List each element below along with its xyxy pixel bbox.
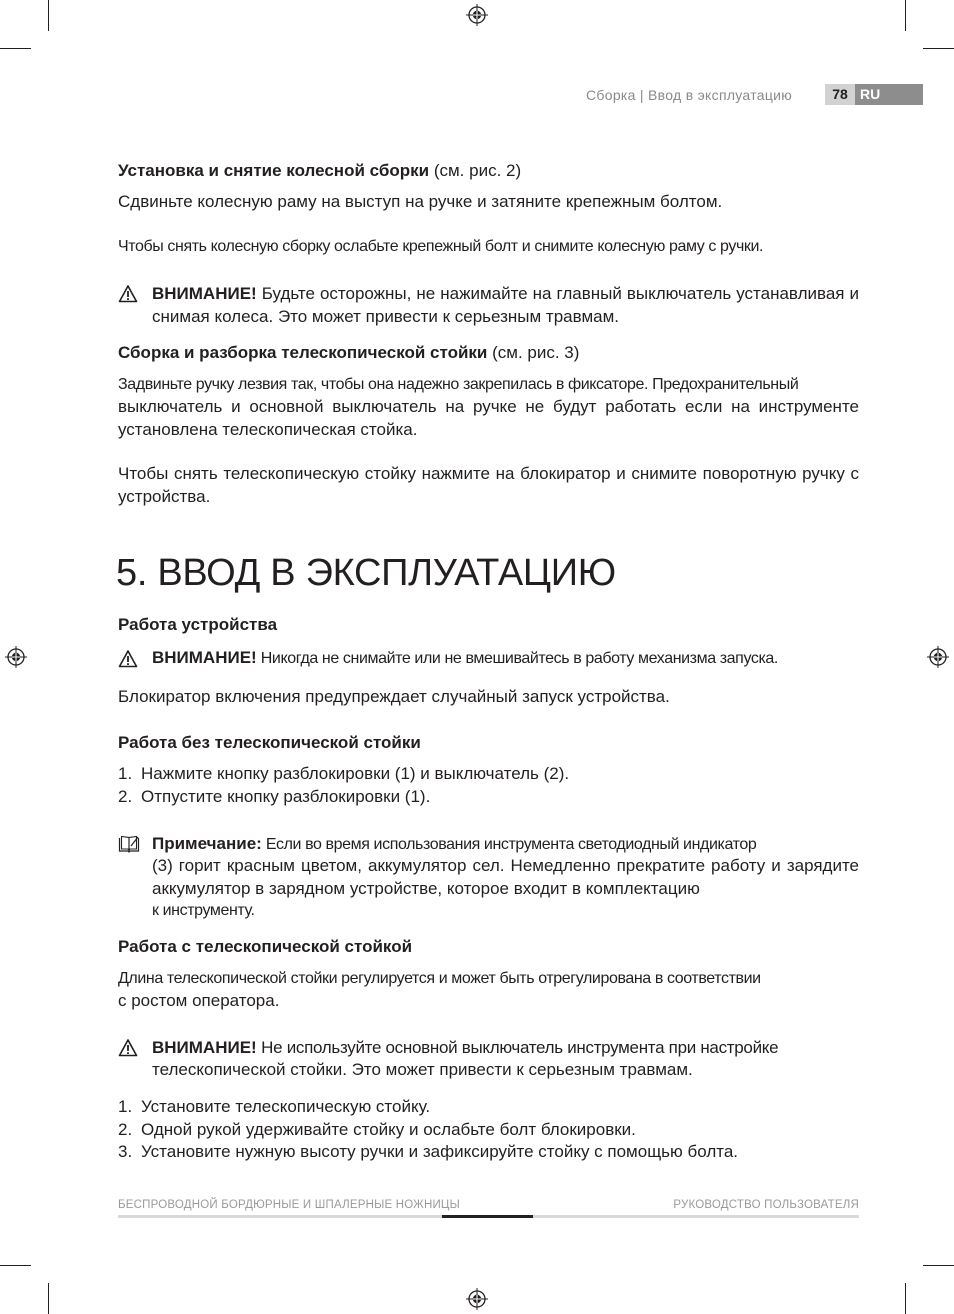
note-label: Примечание: (152, 834, 262, 853)
step-number: 2. (118, 786, 133, 806)
warning-text: Будьте осторожны, не нажимайте на главный выключатель устанавливая и снимая колеса. Это может привести к серьезным травмам. (152, 284, 859, 326)
paragraph-line: с ростом оператора. (118, 991, 280, 1010)
step-text: Нажмите кнопку разблокировки (1) и выключатель (2). (141, 764, 570, 783)
crop-mark (905, 0, 906, 31)
paragraph: Чтобы снять телескопическую стойку нажмите на блокиратор и снимите поворотную ручку с устройства. (118, 464, 859, 506)
heading-ref: (см. рис. 2) (429, 161, 522, 180)
warning-label: ВНИМАНИЕ! (152, 284, 257, 303)
warning-block (152, 647, 859, 671)
paragraph: выключатель и основной выключатель на ручке не будут работать если на инструменте установлена телескопическая стойка. (118, 397, 859, 439)
warning-text: телескопической стойки. Это может привести к серьезным травмам. (152, 1060, 693, 1079)
note-block-line (152, 833, 859, 857)
steps-list-without-pole (118, 763, 859, 808)
warning-triangle-icon (118, 284, 138, 304)
heading-ref: (см. рис. 3) (487, 343, 580, 362)
paragraph: Сдвиньте колесную раму на выступ на ручке и затяните крепежным болтом. (118, 192, 723, 211)
footer-manual-title: РУКОВОДСТВО ПОЛЬЗОВАТЕЛЯ (673, 1199, 859, 1211)
paragraph-line: Длина телескопической стойки регулируется и может быть отрегулирована в соответствии (118, 970, 761, 987)
list-item (118, 786, 859, 809)
footer-rule-right (533, 1215, 859, 1218)
step-number: 2. (118, 1119, 133, 1139)
page-number: 78 (825, 84, 855, 105)
header-section-title: Сборка | Ввод в эксплуатацию (586, 87, 793, 103)
warning-triangle-icon (118, 649, 138, 669)
crop-mark (0, 1265, 31, 1266)
list-item (118, 1141, 859, 1164)
footer-rule-left (118, 1215, 442, 1218)
warning-triangle-icon (118, 1038, 138, 1058)
chapter-title: 5. ВВОД В ЭКСПЛУАТАЦИЮ (116, 552, 616, 594)
warning-block (152, 283, 859, 328)
list-item (118, 1119, 859, 1142)
footer-rule-center (442, 1215, 533, 1218)
paragraph-line: Задвиньте ручку лезвия так, чтобы она надежно закрепилась в фиксаторе. Предохранительный (118, 376, 799, 393)
crop-mark (923, 48, 954, 49)
heading-bold: Работа с телескопической стойкой (118, 937, 413, 956)
step-text: Установите нужную высоту ручки и зафиксируйте стойку с помощью болта. (141, 1142, 739, 1161)
step-number: 3. (118, 1142, 133, 1161)
section-heading-with-pole (118, 936, 859, 959)
step-number: 1. (118, 764, 133, 783)
warning-block (152, 1037, 859, 1060)
heading-bold: Работа устройства (118, 615, 278, 634)
language-badge: RU (855, 84, 923, 105)
crop-mark (923, 1265, 954, 1266)
section-heading-operation (118, 614, 859, 637)
section-heading-wheel (118, 160, 859, 183)
section-heading-telescopic (118, 342, 859, 365)
heading-bold: Сборка и разборка телескопической стойки (118, 343, 488, 362)
crop-mark (48, 0, 49, 31)
step-text: Отпустите кнопку разблокировки (1). (141, 786, 431, 806)
crop-mark (905, 1283, 906, 1314)
heading-bold: Установка и снятие колесной сборки (118, 161, 430, 180)
list-item (118, 763, 859, 786)
step-number: 1. (118, 1097, 133, 1116)
registration-mark-icon (466, 4, 488, 26)
step-text: Установите телескопическую стойку. (141, 1097, 431, 1116)
section-heading-without-pole (118, 732, 859, 755)
crop-mark (0, 48, 31, 49)
steps-list-with-pole (118, 1096, 859, 1164)
note-book-icon (118, 834, 140, 854)
warning-label: ВНИМАНИЕ! (152, 1038, 257, 1057)
note-text: к инструменту. (152, 902, 255, 919)
note-text: Если во время использования инструмента светодиодный индикатор (261, 836, 757, 853)
registration-mark-icon (5, 646, 27, 668)
registration-mark-icon (466, 1288, 488, 1310)
note-text: (3) горит красным цветом, аккумулятор сел. Немедленно прекратите работу и зарядите аккумулятор в зарядном устройстве, которое входит в комплектацию (152, 856, 859, 898)
paragraph: Блокиратор включения предупреждает случайный запуск устройства. (118, 687, 670, 706)
list-item (118, 1096, 859, 1119)
heading-bold: Работа без телескопической стойки (118, 733, 421, 752)
warning-text: Никогда не снимайте или не вмешивайтесь в работу механизма запуска. (256, 650, 778, 667)
step-text: Одной рукой удерживайте стойку и ослабьте болт блокировки. (141, 1119, 636, 1139)
footer-product-name: БЕСПРОВОДНОЙ БОРДЮРНЫЕ И ШПАЛЕРНЫЕ НОЖНИЦЫ (118, 1199, 461, 1211)
registration-mark-icon (927, 646, 949, 668)
crop-mark (48, 1283, 49, 1314)
paragraph: Чтобы снять колесную сборку ослабьте крепежный болт и снимите колесную раму с ручки. (118, 238, 764, 255)
warning-text: Не используйте основной выключатель инструмента при настройке (256, 1038, 779, 1057)
warning-label: ВНИМАНИЕ! (152, 648, 257, 667)
